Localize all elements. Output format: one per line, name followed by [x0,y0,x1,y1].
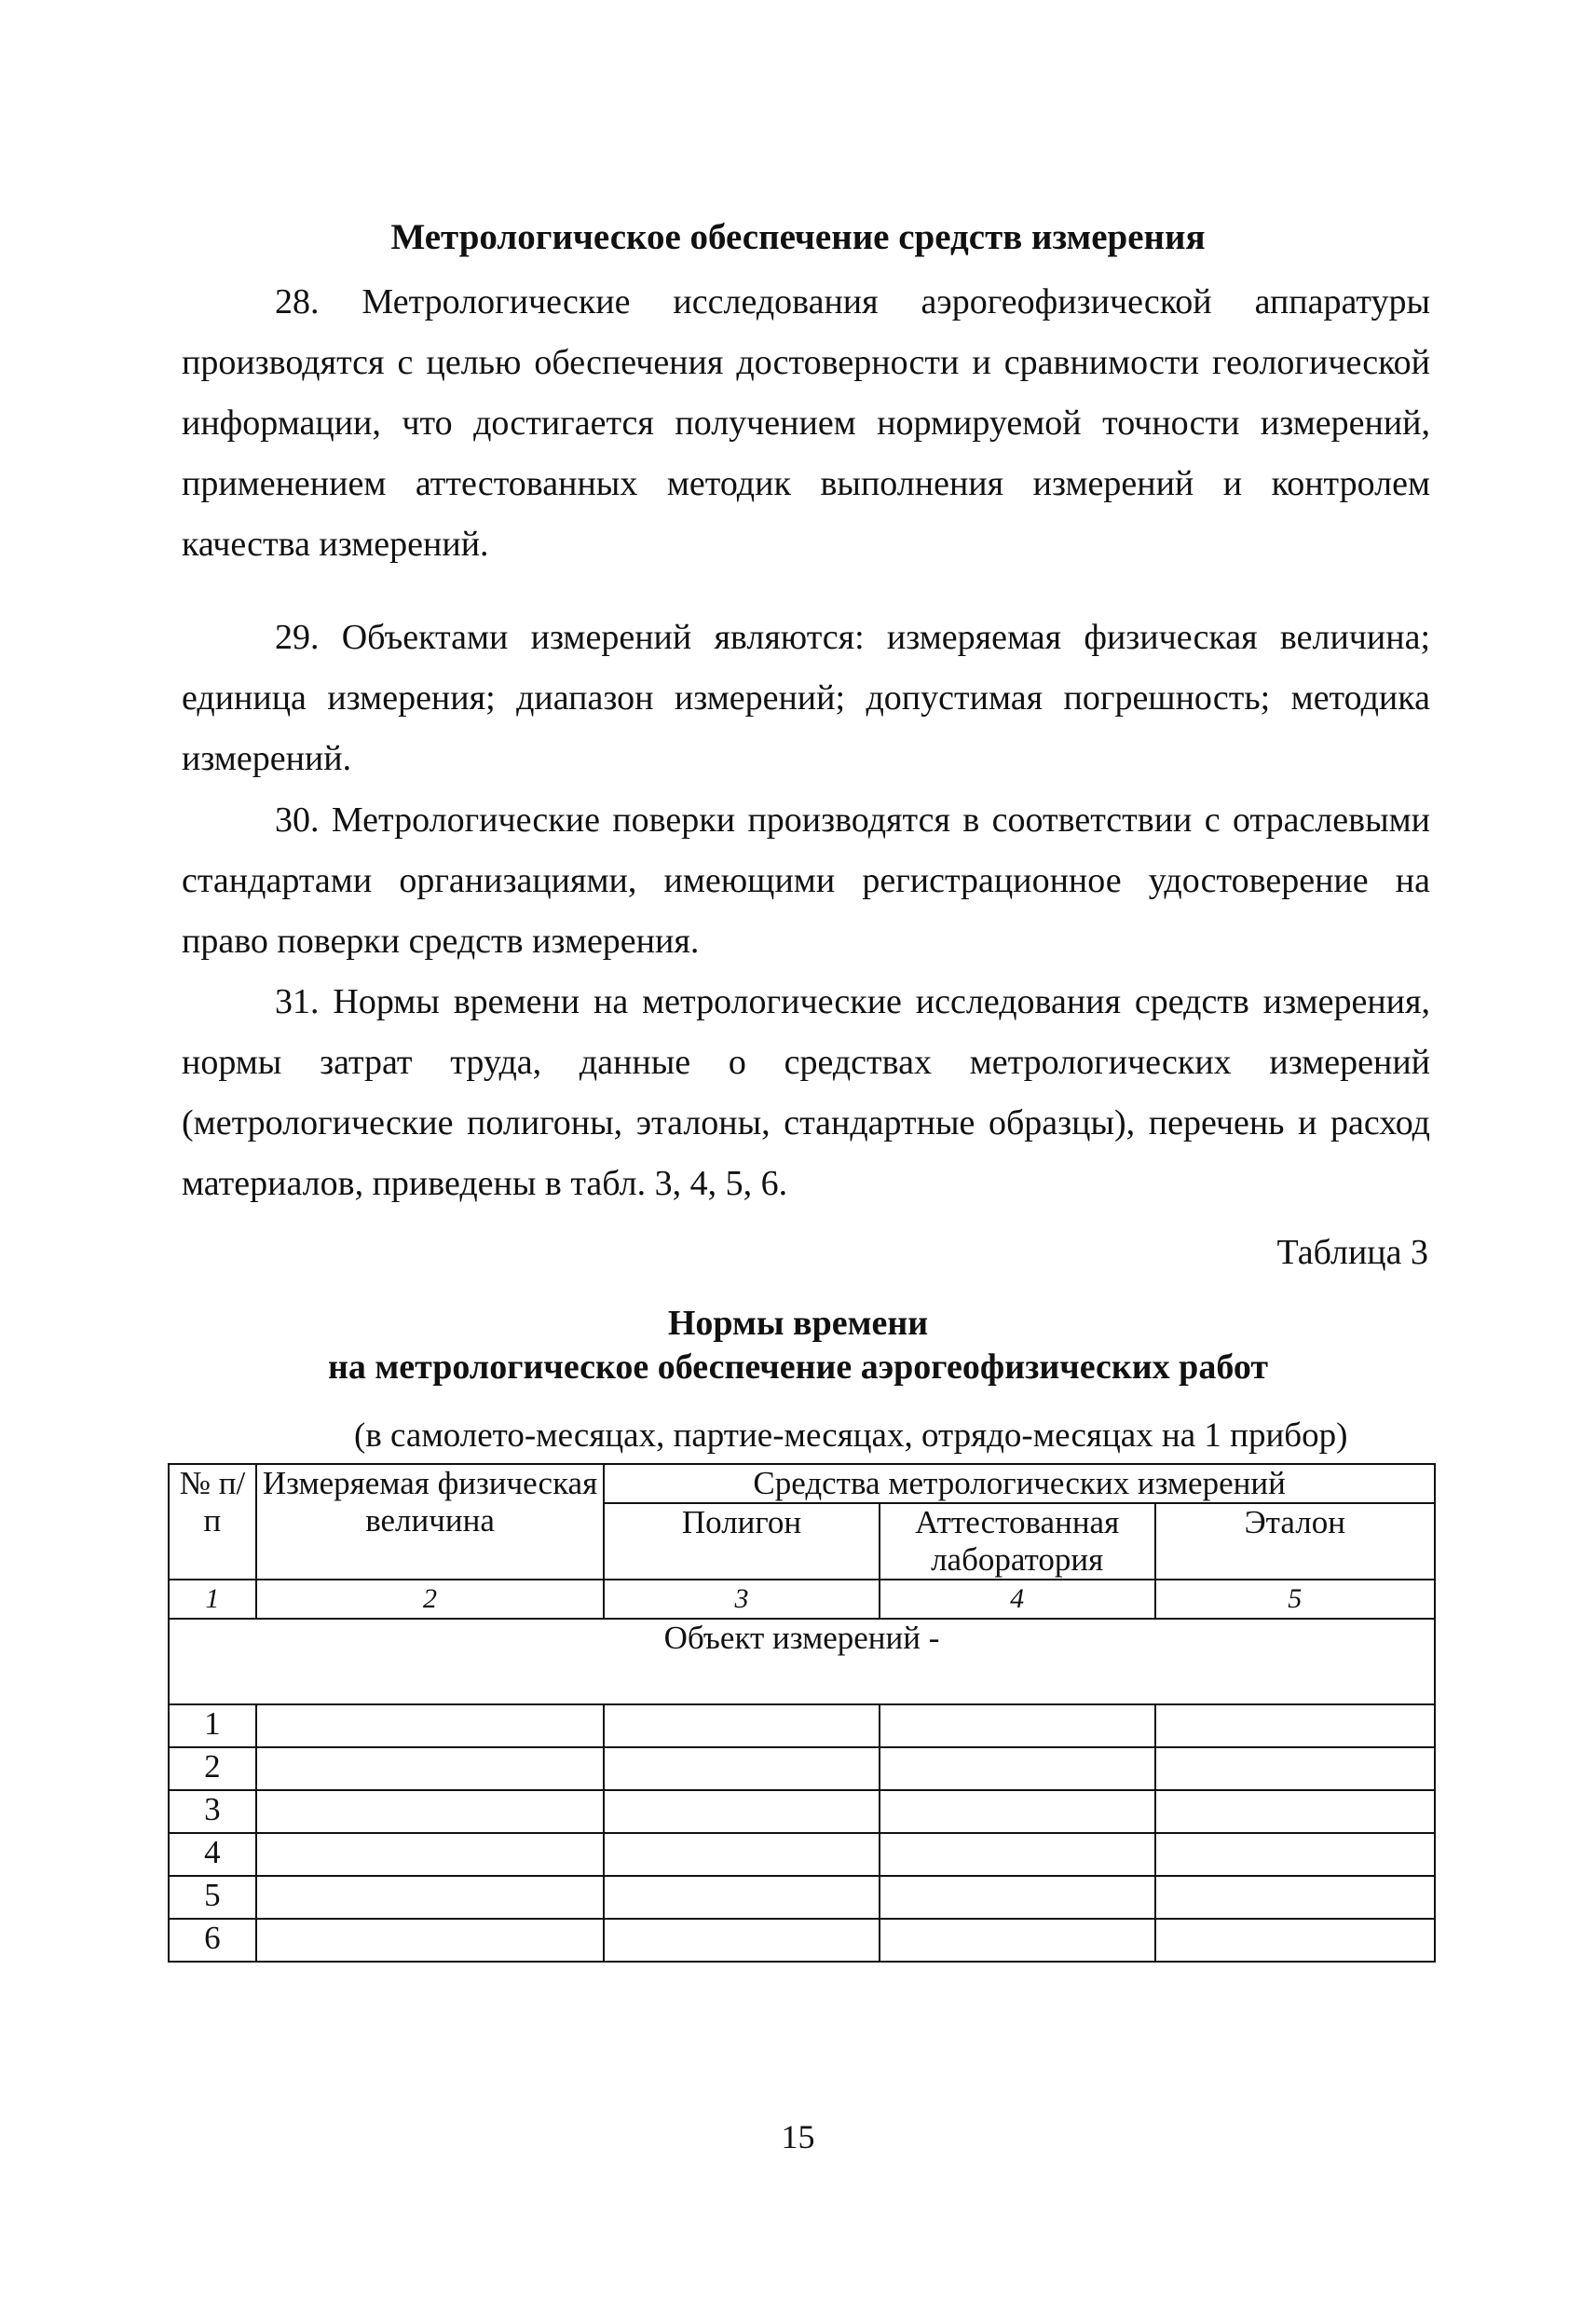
table-cell [256,1833,604,1876]
column-number: 3 [604,1580,880,1619]
column-number-row [169,1580,1435,1619]
table-cell [256,1876,604,1919]
table-cell [880,1876,1155,1919]
column-number: 5 [1155,1580,1435,1619]
row-number: 4 [169,1833,256,1876]
section-heading: Метрологическое обеспечение средств измерения [390,217,1206,257]
table-cell [604,1790,880,1833]
table-cell [1155,1790,1435,1833]
table-cell [880,1790,1155,1833]
table-cell [604,1876,880,1919]
table-cell [1155,1919,1435,1962]
table-cell [880,1919,1155,1962]
paragraph-28: 28. Метрологические исследования аэрогеофизической аппаратуры производятся с целью обеспечения достоверности и сравнимости геологической информации, что достигается получением нормируемой точности измерений, применением аттестованных методик выполнения измерений и контролем качества измерений. [182,282,1430,564]
table-cell [604,1833,880,1876]
table-cell [256,1747,604,1790]
table-cell [880,1704,1155,1747]
table-row [169,1747,1435,1790]
header-etalon: Эталон [1155,1503,1435,1580]
column-number: 4 [880,1580,1155,1619]
table-cell [880,1833,1155,1876]
table-cell [880,1747,1155,1790]
table-label: Таблица 3 [1276,1233,1428,1272]
object-row [169,1619,1435,1704]
table-cell [1155,1704,1435,1747]
page-number: 15 [781,2118,815,2155]
table-title-line1: Нормы времени [667,1304,929,1343]
table-cell [256,1704,604,1747]
table-cell [1155,1747,1435,1790]
row-number: 5 [169,1876,256,1919]
table-cell [256,1790,604,1833]
table-units-note: (в самолето-месяцах, партие-месяцах, отрядо-месяцах на 1 прибор) [354,1416,1348,1455]
paragraph-31: 31. Нормы времени на метрологические исследования средств измерения, нормы затрат труда, данные о средствах метрологических измерений (метрологические полигоны, эталоны, стандартные образцы), перечень и расход материалов, приведены в табл. 3, 4, 5, 6. [182,982,1430,1203]
table-row [169,1833,1435,1876]
header-polygon: Полигон [604,1503,880,1580]
table-row [169,1876,1435,1919]
object-row-label: Объект измерений - [169,1619,1435,1704]
row-number: 6 [169,1919,256,1962]
header-lab: Аттестованная лаборатория [880,1503,1155,1580]
table-cell [256,1919,604,1962]
table-header-row-1 [169,1464,1435,1503]
header-means-group: Средства метрологических измерений [604,1464,1435,1503]
paragraph-30: 30. Метрологические поверки производятся в соответствии с отраслевыми стандартами организациями, имеющими регистрационное удостоверение на право поверки средств измерения. [182,800,1430,961]
table-cell [604,1704,880,1747]
table-row [169,1704,1435,1747]
table-title-line2: на метрологическое обеспечение аэрогеофизических работ [328,1348,1268,1387]
table-cell [604,1919,880,1962]
row-number: 2 [169,1747,256,1790]
norms-table [168,1463,1436,1963]
table-cell [1155,1876,1435,1919]
column-number: 2 [256,1580,604,1619]
header-quantity: Измеряемая физическая величина [256,1464,604,1580]
table-cell [604,1747,880,1790]
header-num: № п/п [169,1464,256,1580]
table-row [169,1919,1435,1962]
table-cell [1155,1833,1435,1876]
column-number: 1 [169,1580,256,1619]
row-number: 1 [169,1704,256,1747]
paragraph-29: 29. Объектами измерений являются: измеряемая физическая величина; единица измерения; диапазон измерений; допустимая погрешность; методика измерений. [182,618,1430,778]
table-row [169,1790,1435,1833]
row-number: 3 [169,1790,256,1833]
